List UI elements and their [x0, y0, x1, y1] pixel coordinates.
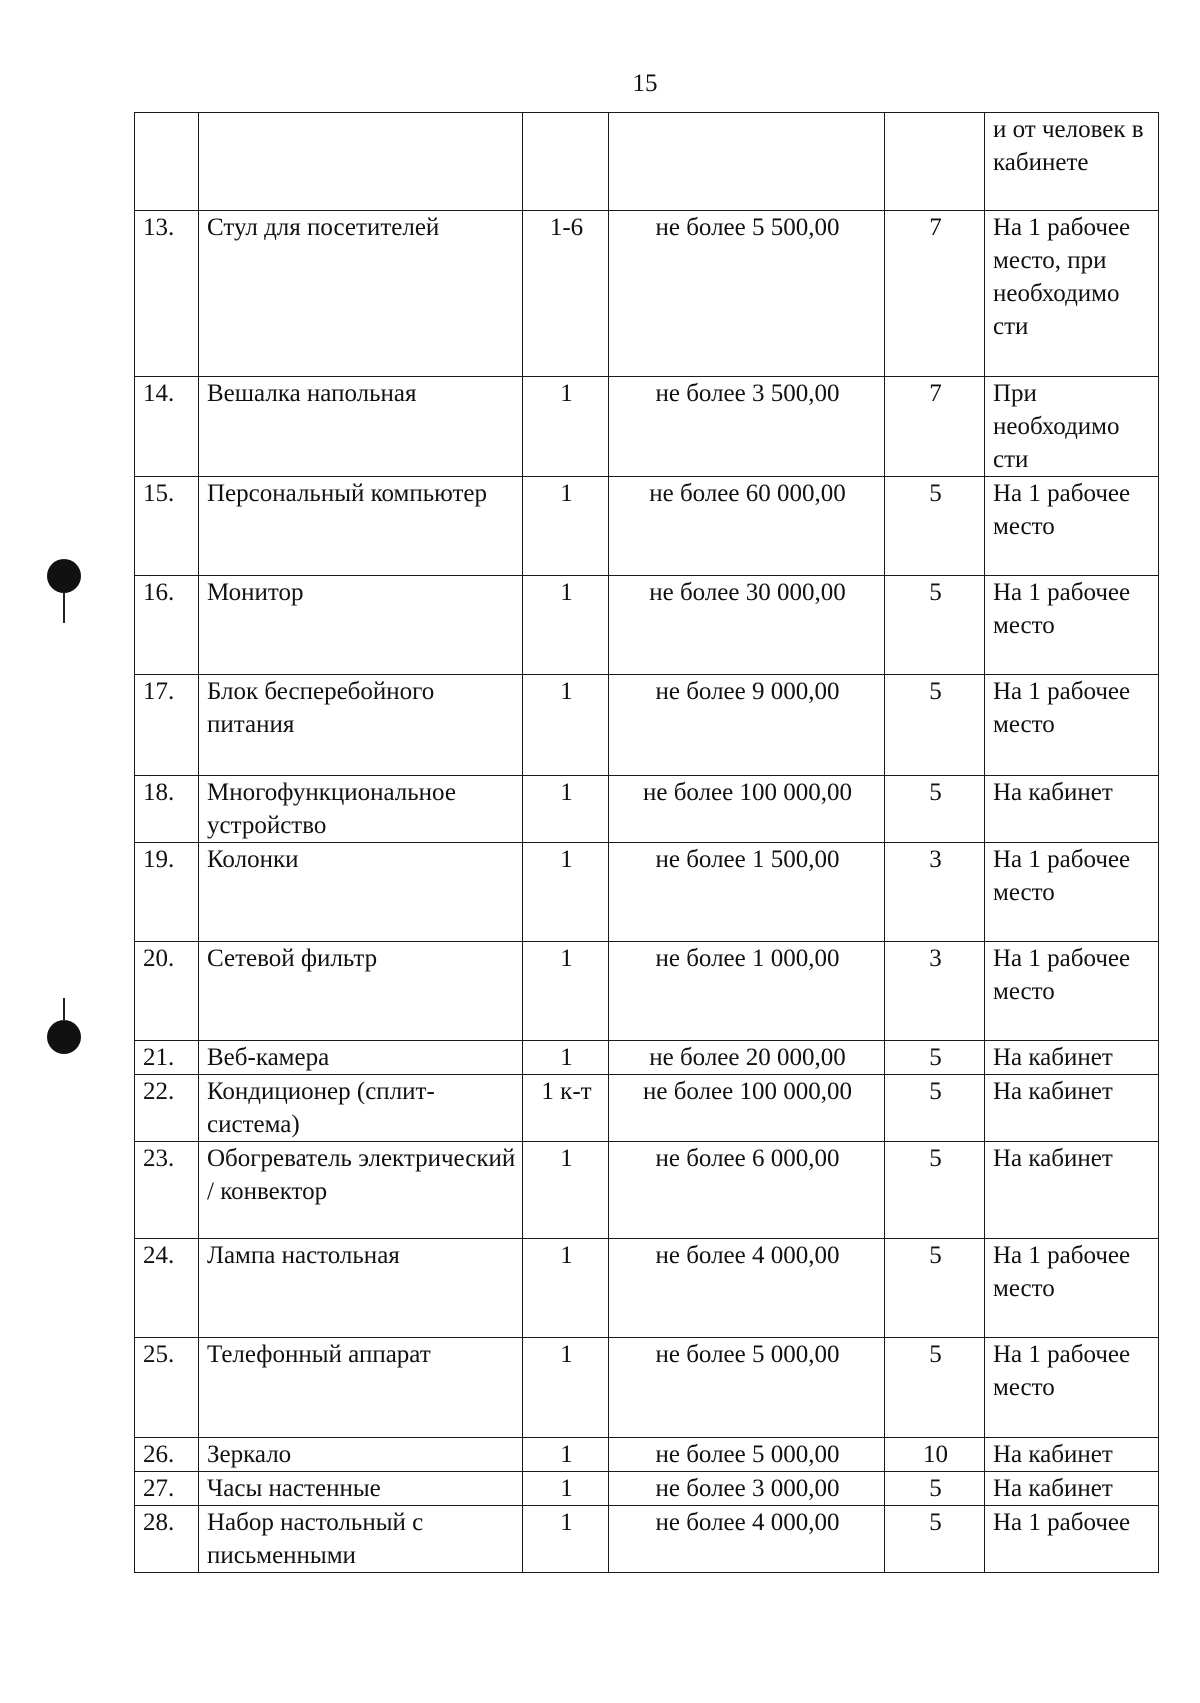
- cell-note: На 1 рабочее место: [985, 942, 1159, 1041]
- cell-price: не более 30 000,00: [609, 576, 885, 675]
- table-row: [135, 1338, 1159, 1438]
- cell-price: не более 5 000,00: [609, 1438, 885, 1472]
- cell-qty: 1: [523, 1472, 609, 1506]
- cell-num: 25.: [135, 1338, 199, 1438]
- cell-qty: 1: [523, 1142, 609, 1239]
- cell-name: Веб-камера: [199, 1041, 523, 1075]
- table-row: [135, 1506, 1159, 1573]
- cell-qty: 1: [523, 776, 609, 843]
- cell-price: не более 60 000,00: [609, 477, 885, 576]
- cell-years: 5: [885, 1142, 985, 1239]
- cell-num: [135, 113, 199, 211]
- cell-qty: 1: [523, 843, 609, 942]
- cell-qty: 1: [523, 377, 609, 477]
- cell-qty: [523, 113, 609, 211]
- cell-name: Кондиционер (сплит-система): [199, 1075, 523, 1142]
- cell-note: При необходимо сти: [985, 377, 1159, 477]
- cell-qty: 1: [523, 477, 609, 576]
- cell-num: 27.: [135, 1472, 199, 1506]
- table-body: [135, 113, 1159, 1573]
- cell-qty: 1: [523, 675, 609, 776]
- cell-name: Персональный компьютер: [199, 477, 523, 576]
- cell-years: 5: [885, 1075, 985, 1142]
- cell-qty: 1: [523, 576, 609, 675]
- page-number: 15: [632, 70, 658, 97]
- binder-hole-top: [47, 559, 81, 593]
- cell-price: не более 5 000,00: [609, 1338, 885, 1438]
- cell-name: Набор настольный с письменными: [199, 1506, 523, 1573]
- cell-qty: 1: [523, 1438, 609, 1472]
- cell-note: На 1 рабочее место: [985, 1239, 1159, 1338]
- cell-price: не более 3 000,00: [609, 1472, 885, 1506]
- cell-qty: 1: [523, 1506, 609, 1573]
- cell-note: На 1 рабочее: [985, 1506, 1159, 1573]
- cell-name: Зеркало: [199, 1438, 523, 1472]
- cell-years: 7: [885, 377, 985, 477]
- cell-years: 5: [885, 477, 985, 576]
- equipment-table: [134, 112, 1159, 1573]
- table-row: [135, 1472, 1159, 1506]
- cell-years: 10: [885, 1438, 985, 1472]
- cell-name: Многофункциональное устройство: [199, 776, 523, 843]
- table-row: [135, 843, 1159, 942]
- cell-note: На 1 рабочее место: [985, 576, 1159, 675]
- cell-num: 26.: [135, 1438, 199, 1472]
- cell-qty: 1: [523, 1338, 609, 1438]
- cell-name: Обогреватель электрический / конвектор: [199, 1142, 523, 1239]
- cell-note: На кабинет: [985, 1041, 1159, 1075]
- cell-years: [885, 113, 985, 211]
- binder-hole-bottom: [47, 1020, 81, 1054]
- cell-note: На 1 рабочее место: [985, 675, 1159, 776]
- cell-name: [199, 113, 523, 211]
- cell-qty: 1: [523, 942, 609, 1041]
- cell-years: 5: [885, 675, 985, 776]
- cell-note: На кабинет: [985, 776, 1159, 843]
- cell-price: не более 5 500,00: [609, 211, 885, 377]
- cell-price: не более 100 000,00: [609, 1075, 885, 1142]
- cell-name: Вешалка напольная: [199, 377, 523, 477]
- cell-years: 3: [885, 843, 985, 942]
- cell-note: На кабинет: [985, 1472, 1159, 1506]
- cell-num: 13.: [135, 211, 199, 377]
- cell-years: 5: [885, 1041, 985, 1075]
- cell-name: Сетевой фильтр: [199, 942, 523, 1041]
- cell-note: и от человек в кабинете: [985, 113, 1159, 211]
- cell-years: 5: [885, 1338, 985, 1438]
- cell-num: 24.: [135, 1239, 199, 1338]
- cell-num: 23.: [135, 1142, 199, 1239]
- cell-years: 5: [885, 1506, 985, 1573]
- table-row: [135, 211, 1159, 377]
- cell-note: На кабинет: [985, 1438, 1159, 1472]
- table-row: [135, 477, 1159, 576]
- cell-price: не более 20 000,00: [609, 1041, 885, 1075]
- cell-name: Лампа настольная: [199, 1239, 523, 1338]
- cell-num: 17.: [135, 675, 199, 776]
- cell-note: На кабинет: [985, 1075, 1159, 1142]
- cell-price: [609, 113, 885, 211]
- cell-note: На 1 рабочее место, при необходимо сти: [985, 211, 1159, 377]
- cell-years: 5: [885, 576, 985, 675]
- table-row: [135, 1239, 1159, 1338]
- cell-note: На 1 рабочее место: [985, 1338, 1159, 1438]
- table-row-continuation: [135, 113, 1159, 211]
- cell-name: Монитор: [199, 576, 523, 675]
- cell-name: Телефонный аппарат: [199, 1338, 523, 1438]
- cell-num: 22.: [135, 1075, 199, 1142]
- cell-name: Блок бесперебойного питания: [199, 675, 523, 776]
- table-row: [135, 1438, 1159, 1472]
- cell-price: не более 3 500,00: [609, 377, 885, 477]
- cell-price: не более 4 000,00: [609, 1239, 885, 1338]
- cell-price: не более 9 000,00: [609, 675, 885, 776]
- cell-years: 5: [885, 776, 985, 843]
- cell-qty: 1: [523, 1041, 609, 1075]
- cell-name: Стул для посетителей: [199, 211, 523, 377]
- cell-years: 5: [885, 1239, 985, 1338]
- table-row: [135, 377, 1159, 477]
- cell-price: не более 1 000,00: [609, 942, 885, 1041]
- binder-hole-bottom-mark: [63, 998, 65, 1020]
- table-row: [135, 1142, 1159, 1239]
- cell-note: На 1 рабочее место: [985, 843, 1159, 942]
- cell-price: не более 1 500,00: [609, 843, 885, 942]
- cell-name: Колонки: [199, 843, 523, 942]
- cell-years: 7: [885, 211, 985, 377]
- cell-num: 18.: [135, 776, 199, 843]
- table-row: [135, 776, 1159, 843]
- cell-num: 21.: [135, 1041, 199, 1075]
- cell-num: 15.: [135, 477, 199, 576]
- binder-hole-top-mark: [63, 593, 65, 623]
- cell-name: Часы настенные: [199, 1472, 523, 1506]
- cell-note: На 1 рабочее место: [985, 477, 1159, 576]
- table-row: [135, 576, 1159, 675]
- cell-qty: 1: [523, 1239, 609, 1338]
- table-row: [135, 1041, 1159, 1075]
- cell-price: не более 4 000,00: [609, 1506, 885, 1573]
- table-row: [135, 942, 1159, 1041]
- cell-years: 3: [885, 942, 985, 1041]
- cell-price: не более 100 000,00: [609, 776, 885, 843]
- cell-note: На кабинет: [985, 1142, 1159, 1239]
- cell-num: 14.: [135, 377, 199, 477]
- cell-num: 20.: [135, 942, 199, 1041]
- cell-qty: 1 к-т: [523, 1075, 609, 1142]
- cell-num: 28.: [135, 1506, 199, 1573]
- table-row: [135, 675, 1159, 776]
- cell-years: 5: [885, 1472, 985, 1506]
- table-row: [135, 1075, 1159, 1142]
- cell-num: 16.: [135, 576, 199, 675]
- cell-qty: 1-6: [523, 211, 609, 377]
- cell-num: 19.: [135, 843, 199, 942]
- cell-price: не более 6 000,00: [609, 1142, 885, 1239]
